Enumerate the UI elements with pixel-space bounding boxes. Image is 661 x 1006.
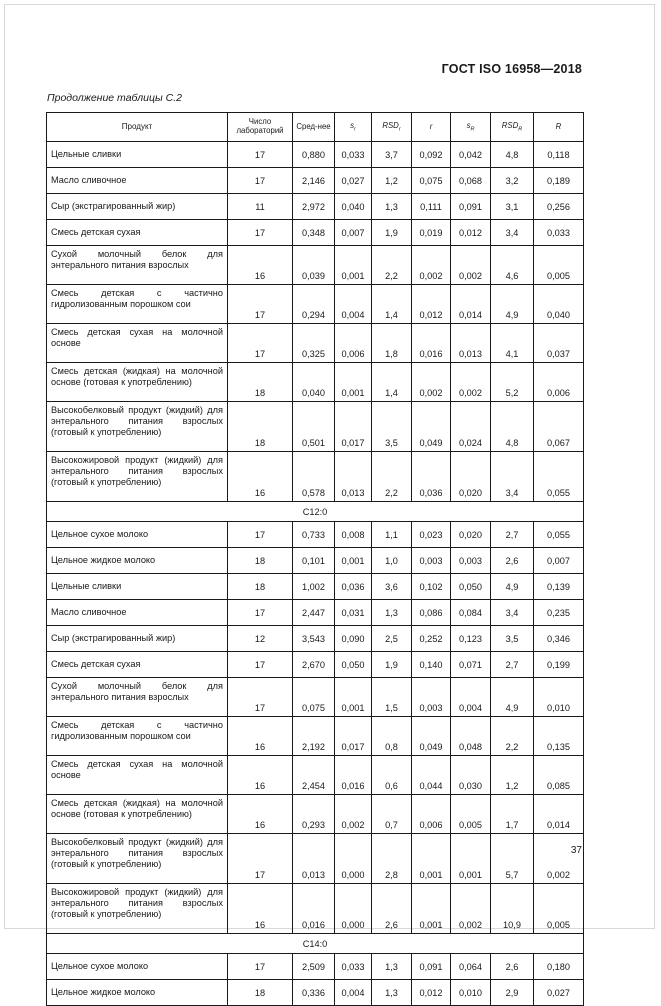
cell-rsdR: 2,2 xyxy=(491,717,534,756)
cell-sR: 0,005 xyxy=(451,795,491,834)
table-row xyxy=(47,884,584,934)
cell-rsdr: 0,7 xyxy=(372,795,412,834)
cell-sr: 0,002 xyxy=(335,795,372,834)
cell-product: Масло сливочное xyxy=(47,168,228,194)
cell-r: 0,075 xyxy=(412,168,451,194)
cell-R: 0,067 xyxy=(534,402,584,452)
cell-sr: 0,027 xyxy=(335,168,372,194)
cell-mean: 0,075 xyxy=(293,678,335,717)
cell-labs: 11 xyxy=(228,194,293,220)
cell-rsdr: 1,4 xyxy=(372,363,412,402)
cell-sr: 0,000 xyxy=(335,884,372,934)
cell-r: 0,012 xyxy=(412,285,451,324)
cell-R: 0,118 xyxy=(534,142,584,168)
cell-sr: 0,013 xyxy=(335,452,372,502)
cell-product: Цельные сливки xyxy=(47,142,228,168)
cell-sR: 0,048 xyxy=(451,717,491,756)
data-table xyxy=(46,112,584,1006)
cell-rsdr: 1,5 xyxy=(372,678,412,717)
cell-labs: 16 xyxy=(228,452,293,502)
cell-r: 0,019 xyxy=(412,220,451,246)
cell-sR: 0,123 xyxy=(451,626,491,652)
table-caption: Продолжение таблицы С.2 xyxy=(47,92,182,104)
cell-mean: 1,002 xyxy=(293,574,335,600)
cell-rsdR: 2,7 xyxy=(491,652,534,678)
page-number: 37 xyxy=(570,845,582,856)
cell-labs: 17 xyxy=(228,954,293,980)
cell-product: Смесь детская (жидкая) на молочной основе (готовая к употреблению) xyxy=(47,363,228,402)
cell-rsdr: 1,8 xyxy=(372,324,412,363)
cell-sr: 0,008 xyxy=(335,522,372,548)
cell-r: 0,049 xyxy=(412,402,451,452)
cell-rsdR: 3,5 xyxy=(491,626,534,652)
cell-labs: 18 xyxy=(228,363,293,402)
table-row xyxy=(47,954,584,980)
cell-rsdR: 3,4 xyxy=(491,220,534,246)
cell-mean: 2,146 xyxy=(293,168,335,194)
cell-rsdr: 2,5 xyxy=(372,626,412,652)
cell-rsdR: 2,9 xyxy=(491,980,534,1006)
cell-r: 0,049 xyxy=(412,717,451,756)
cell-sr: 0,006 xyxy=(335,324,372,363)
cell-sR: 0,064 xyxy=(451,954,491,980)
cell-R: 0,006 xyxy=(534,363,584,402)
cell-r: 0,092 xyxy=(412,142,451,168)
table-row xyxy=(47,363,584,402)
cell-R: 0,135 xyxy=(534,717,584,756)
table-row xyxy=(47,324,584,363)
cell-rsdR: 10,9 xyxy=(491,884,534,934)
cell-sr: 0,016 xyxy=(335,756,372,795)
cell-labs: 16 xyxy=(228,795,293,834)
cell-sR: 0,004 xyxy=(451,678,491,717)
cell-mean: 0,880 xyxy=(293,142,335,168)
cell-rsdR: 5,2 xyxy=(491,363,534,402)
cell-R: 0,199 xyxy=(534,652,584,678)
cell-rsdR: 1,7 xyxy=(491,795,534,834)
cell-rsdr: 1,3 xyxy=(372,954,412,980)
cell-rsdR: 4,1 xyxy=(491,324,534,363)
cell-sr: 0,036 xyxy=(335,574,372,600)
table-row xyxy=(47,452,584,502)
cell-R: 0,014 xyxy=(534,795,584,834)
table-row xyxy=(47,756,584,795)
cell-rsdR: 4,9 xyxy=(491,678,534,717)
cell-R: 0,055 xyxy=(534,522,584,548)
cell-sR: 0,002 xyxy=(451,363,491,402)
cell-sr: 0,017 xyxy=(335,402,372,452)
cell-rsdr: 1,9 xyxy=(372,652,412,678)
cell-sR: 0,010 xyxy=(451,980,491,1006)
cell-sR: 0,013 xyxy=(451,324,491,363)
table-row xyxy=(47,246,584,285)
cell-product: Смесь детская сухая на молочной основе xyxy=(47,324,228,363)
cell-rsdR: 5,7 xyxy=(491,834,534,884)
cell-rsdr: 1,4 xyxy=(372,285,412,324)
cell-rsdR: 4,9 xyxy=(491,574,534,600)
cell-sR: 0,050 xyxy=(451,574,491,600)
cell-mean: 0,578 xyxy=(293,452,335,502)
cell-mean: 0,501 xyxy=(293,402,335,452)
cell-product: Цельное жидкое молоко xyxy=(47,548,228,574)
cell-sR: 0,002 xyxy=(451,884,491,934)
cell-sr: 0,017 xyxy=(335,717,372,756)
cell-sR: 0,091 xyxy=(451,194,491,220)
table-row xyxy=(47,402,584,452)
cell-r: 0,003 xyxy=(412,548,451,574)
cell-sr: 0,001 xyxy=(335,363,372,402)
cell-sR: 0,012 xyxy=(451,220,491,246)
cell-rsdR: 2,7 xyxy=(491,522,534,548)
cell-product: Смесь детская (жидкая) на молочной основе (готовая к употреблению) xyxy=(47,795,228,834)
cell-labs: 18 xyxy=(228,402,293,452)
cell-R: 0,010 xyxy=(534,678,584,717)
cell-mean: 0,733 xyxy=(293,522,335,548)
cell-product: Цельное жидкое молоко xyxy=(47,980,228,1006)
col-header-R: R xyxy=(534,113,584,142)
cell-rsdr: 1,1 xyxy=(372,522,412,548)
cell-rsdR: 4,9 xyxy=(491,285,534,324)
cell-mean: 0,336 xyxy=(293,980,335,1006)
cell-product: Сухой молочный белок для энтерального питания взрослых xyxy=(47,246,228,285)
cell-sR: 0,020 xyxy=(451,452,491,502)
cell-sr: 0,050 xyxy=(335,652,372,678)
cell-rsdr: 3,5 xyxy=(372,402,412,452)
cell-product: Смесь детская сухая xyxy=(47,220,228,246)
cell-labs: 16 xyxy=(228,246,293,285)
col-header-product: Продукт xyxy=(47,113,228,142)
cell-product: Высокожировой продукт (жидкий) для энтерального питания взрослых (готовый к употреблению) xyxy=(47,884,228,934)
cell-sR: 0,024 xyxy=(451,402,491,452)
cell-r: 0,002 xyxy=(412,246,451,285)
cell-sr: 0,004 xyxy=(335,980,372,1006)
table-row xyxy=(47,717,584,756)
cell-rsdr: 2,2 xyxy=(372,452,412,502)
cell-mean: 2,509 xyxy=(293,954,335,980)
cell-labs: 18 xyxy=(228,980,293,1006)
cell-r: 0,111 xyxy=(412,194,451,220)
cell-labs: 17 xyxy=(228,522,293,548)
cell-sR: 0,020 xyxy=(451,522,491,548)
cell-mean: 3,543 xyxy=(293,626,335,652)
table-row xyxy=(47,678,584,717)
cell-R: 0,139 xyxy=(534,574,584,600)
cell-mean: 0,101 xyxy=(293,548,335,574)
cell-rsdR: 4,6 xyxy=(491,246,534,285)
cell-product: Смесь детская с частично гидролизованным порошком сои xyxy=(47,717,228,756)
cell-R: 0,005 xyxy=(534,884,584,934)
cell-r: 0,012 xyxy=(412,980,451,1006)
cell-sR: 0,084 xyxy=(451,600,491,626)
cell-product: Высокобелковый продукт (жидкий) для энтерального питания взрослых (готовый к употреблению) xyxy=(47,834,228,884)
cell-mean: 2,454 xyxy=(293,756,335,795)
cell-mean: 0,013 xyxy=(293,834,335,884)
cell-sR: 0,071 xyxy=(451,652,491,678)
cell-rsdR: 4,8 xyxy=(491,142,534,168)
table-row xyxy=(47,522,584,548)
cell-rsdr: 1,0 xyxy=(372,548,412,574)
cell-labs: 17 xyxy=(228,652,293,678)
cell-labs: 12 xyxy=(228,626,293,652)
cell-rsdR: 3,2 xyxy=(491,168,534,194)
table-row xyxy=(47,285,584,324)
cell-rsdr: 1,3 xyxy=(372,194,412,220)
table-row xyxy=(47,652,584,678)
cell-R: 0,037 xyxy=(534,324,584,363)
cell-product: Смесь детская с частично гидролизованным порошком сои xyxy=(47,285,228,324)
cell-product: Сыр (экстрагированный жир) xyxy=(47,626,228,652)
section-label: С14:0 xyxy=(47,934,584,954)
cell-R: 0,007 xyxy=(534,548,584,574)
cell-labs: 17 xyxy=(228,324,293,363)
cell-R: 0,040 xyxy=(534,285,584,324)
table-row xyxy=(47,194,584,220)
cell-r: 0,002 xyxy=(412,363,451,402)
cell-r: 0,001 xyxy=(412,834,451,884)
cell-sR: 0,042 xyxy=(451,142,491,168)
cell-product: Сухой молочный белок для энтерального питания взрослых xyxy=(47,678,228,717)
table-row xyxy=(47,220,584,246)
cell-mean: 0,348 xyxy=(293,220,335,246)
cell-rsdr: 2,2 xyxy=(372,246,412,285)
cell-rsdR: 2,6 xyxy=(491,548,534,574)
cell-R: 0,085 xyxy=(534,756,584,795)
cell-rsdr: 2,8 xyxy=(372,834,412,884)
cell-rsdR: 4,8 xyxy=(491,402,534,452)
cell-rsdr: 2,6 xyxy=(372,884,412,934)
col-header-labs: Число лабораторий xyxy=(228,113,293,142)
cell-r: 0,001 xyxy=(412,884,451,934)
cell-R: 0,033 xyxy=(534,220,584,246)
cell-rsdr: 1,3 xyxy=(372,980,412,1006)
cell-labs: 16 xyxy=(228,717,293,756)
cell-R: 0,180 xyxy=(534,954,584,980)
cell-rsdr: 0,8 xyxy=(372,717,412,756)
table-row xyxy=(47,980,584,1006)
cell-rsdR: 3,4 xyxy=(491,452,534,502)
cell-labs: 17 xyxy=(228,220,293,246)
cell-R: 0,346 xyxy=(534,626,584,652)
cell-labs: 17 xyxy=(228,834,293,884)
cell-rsdR: 1,2 xyxy=(491,756,534,795)
cell-product: Цельное сухое молоко xyxy=(47,522,228,548)
table-row xyxy=(47,834,584,884)
cell-labs: 17 xyxy=(228,142,293,168)
table-row xyxy=(47,626,584,652)
col-header-r: r xyxy=(412,113,451,142)
cell-mean: 0,039 xyxy=(293,246,335,285)
table-row xyxy=(47,600,584,626)
cell-R: 0,235 xyxy=(534,600,584,626)
cell-sr: 0,031 xyxy=(335,600,372,626)
cell-r: 0,252 xyxy=(412,626,451,652)
cell-product: Высокожировой продукт (жидкий) для энтерального питания взрослых (готовый к употреблению) xyxy=(47,452,228,502)
cell-labs: 16 xyxy=(228,756,293,795)
cell-mean: 0,294 xyxy=(293,285,335,324)
cell-rsdr: 1,9 xyxy=(372,220,412,246)
cell-sr: 0,033 xyxy=(335,954,372,980)
section-row xyxy=(47,502,584,522)
cell-mean: 0,040 xyxy=(293,363,335,402)
cell-rsdr: 1,3 xyxy=(372,600,412,626)
table-row xyxy=(47,548,584,574)
cell-sr: 0,001 xyxy=(335,548,372,574)
col-header-sR: $s_R$ xyxy=(451,113,491,142)
cell-labs: 18 xyxy=(228,548,293,574)
cell-sr: 0,001 xyxy=(335,246,372,285)
cell-labs: 17 xyxy=(228,168,293,194)
header-row xyxy=(47,113,584,142)
table-row xyxy=(47,795,584,834)
cell-rsdR: 3,4 xyxy=(491,600,534,626)
col-header-rsdR: $RSD_R$ xyxy=(491,113,534,142)
cell-r: 0,006 xyxy=(412,795,451,834)
cell-mean: 0,325 xyxy=(293,324,335,363)
cell-sR: 0,003 xyxy=(451,548,491,574)
cell-rsdr: 0,6 xyxy=(372,756,412,795)
cell-mean: 2,670 xyxy=(293,652,335,678)
section-row xyxy=(47,934,584,954)
cell-mean: 2,192 xyxy=(293,717,335,756)
cell-sR: 0,030 xyxy=(451,756,491,795)
cell-R: 0,005 xyxy=(534,246,584,285)
cell-R: 0,055 xyxy=(534,452,584,502)
cell-mean: 0,016 xyxy=(293,884,335,934)
cell-r: 0,023 xyxy=(412,522,451,548)
cell-sr: 0,000 xyxy=(335,834,372,884)
cell-rsdR: 2,6 xyxy=(491,954,534,980)
cell-mean: 2,972 xyxy=(293,194,335,220)
cell-r: 0,036 xyxy=(412,452,451,502)
cell-rsdR: 3,1 xyxy=(491,194,534,220)
section-label: С12:0 xyxy=(47,502,584,522)
cell-R: 0,027 xyxy=(534,980,584,1006)
cell-labs: 17 xyxy=(228,600,293,626)
cell-sr: 0,004 xyxy=(335,285,372,324)
cell-r: 0,086 xyxy=(412,600,451,626)
standard-number: ГОСТ ISO 16958—2018 xyxy=(441,62,582,76)
cell-r: 0,091 xyxy=(412,954,451,980)
table-row xyxy=(47,168,584,194)
col-header-sr: $s_r$ xyxy=(335,113,372,142)
cell-product: Смесь детская сухая на молочной основе xyxy=(47,756,228,795)
col-header-mean: Сред-нее xyxy=(293,113,335,142)
cell-rsdr: 1,2 xyxy=(372,168,412,194)
cell-sR: 0,002 xyxy=(451,246,491,285)
cell-labs: 16 xyxy=(228,884,293,934)
cell-rsdr: 3,7 xyxy=(372,142,412,168)
cell-rsdr: 3,6 xyxy=(372,574,412,600)
cell-r: 0,140 xyxy=(412,652,451,678)
table-row xyxy=(47,574,584,600)
cell-product: Масло сливочное xyxy=(47,600,228,626)
cell-labs: 17 xyxy=(228,285,293,324)
cell-sr: 0,007 xyxy=(335,220,372,246)
cell-product: Сыр (экстрагированный жир) xyxy=(47,194,228,220)
cell-mean: 0,293 xyxy=(293,795,335,834)
cell-r: 0,016 xyxy=(412,324,451,363)
cell-sr: 0,033 xyxy=(335,142,372,168)
cell-labs: 18 xyxy=(228,574,293,600)
cell-product: Смесь детская сухая xyxy=(47,652,228,678)
cell-product: Цельное сухое молоко xyxy=(47,954,228,980)
cell-sR: 0,068 xyxy=(451,168,491,194)
cell-sR: 0,014 xyxy=(451,285,491,324)
cell-product: Высокобелковый продукт (жидкий) для энтерального питания взрослых (готовый к употреблению) xyxy=(47,402,228,452)
cell-sr: 0,040 xyxy=(335,194,372,220)
col-header-rsdr: $RSD_r$ xyxy=(372,113,412,142)
cell-mean: 2,447 xyxy=(293,600,335,626)
table-row xyxy=(47,142,584,168)
cell-sr: 0,001 xyxy=(335,678,372,717)
cell-product: Цельные сливки xyxy=(47,574,228,600)
cell-r: 0,003 xyxy=(412,678,451,717)
table-body xyxy=(47,142,584,1006)
cell-sR: 0,001 xyxy=(451,834,491,884)
cell-R: 0,189 xyxy=(534,168,584,194)
cell-R: 0,256 xyxy=(534,194,584,220)
cell-labs: 17 xyxy=(228,678,293,717)
cell-sr: 0,090 xyxy=(335,626,372,652)
cell-r: 0,102 xyxy=(412,574,451,600)
cell-r: 0,044 xyxy=(412,756,451,795)
cell-R: 0,002 xyxy=(534,834,584,884)
